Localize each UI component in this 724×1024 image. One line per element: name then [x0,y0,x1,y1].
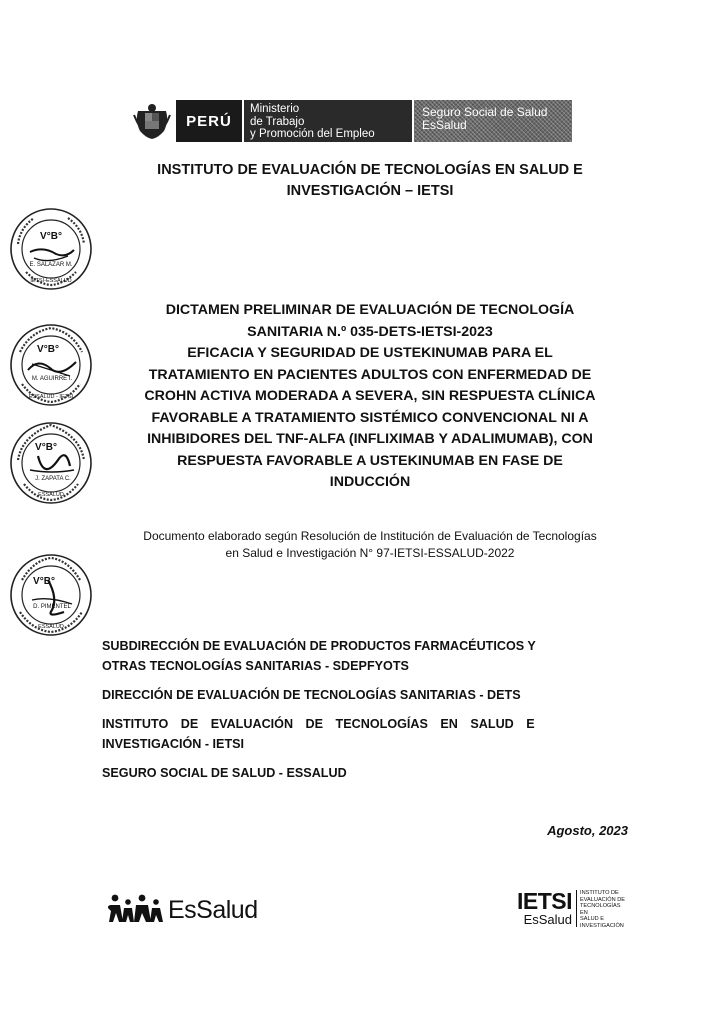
ietsi-desc-line: SALUD E [580,916,604,923]
document-date: Agosto, 2023 [547,823,628,838]
org-line: INVESTIGACIÓN - IETSI [102,737,245,751]
svg-text:V°B°: V°B° [33,576,55,587]
org-direccion [102,685,629,705]
svg-text:V°B°: V°B° [35,442,57,453]
svg-text:ESSALUD - IETSI: ESSALUD - IETSI [28,394,74,400]
ietsi-desc-line: INVESTIGACIÓN [580,922,624,929]
institute-title [100,160,640,202]
dictamen-line: INHIBIDORES DEL TNF-ALFA (INFLIXIMAB Y ADALIMUMAB), CON [147,431,593,447]
ietsi-word: IETSI [517,888,573,914]
svg-text:J. ZAPATA C.: J. ZAPATA C. [35,476,71,482]
peru-label: PERÚ [176,100,242,142]
ministerio-line: Ministerio [250,103,300,115]
seguro-line: EsSalud [422,118,467,132]
org-line: DIRECCIÓN DE EVALUACIÓN DE TECNOLOGÍAS SANITARIAS - DETS [102,688,521,702]
seguro-line: Seguro Social de Salud [422,105,548,119]
org-line: OTRAS TECNOLOGÍAS SANITARIAS - SDEPFYOTS [102,659,409,673]
organizations-list [102,636,629,792]
org-seguro [102,763,629,783]
ministerio-line: de Trabajo [250,115,305,128]
ietsi-desc-line: INSTITUTO DE [580,890,619,896]
ministerio-label [242,100,412,142]
dictamen-line: FAVORABLE A TRATAMIENTO SISTÉMICO CONVENCIONAL NI A [151,409,589,426]
ietsi-description [577,890,626,930]
approval-stamp-icon [8,552,94,638]
header-banner [128,100,572,142]
approval-stamp-icon [8,206,94,292]
svg-text:V°B°: V°B° [37,344,59,355]
dictamen-line: EFICACIA Y SEGURIDAD DE USTEKINUMAB PARA EL [187,345,553,361]
org-line: SEGURO SOCIAL DE SALUD - ESSALUD [102,766,347,780]
ietsi-desc-line: EVALUACIÓN DE [580,896,625,903]
dictamen-line: CROHN ACTIVA MODERADA A SEVERA, SIN RESPUESTA CLÍNICA [144,388,596,404]
note-line: Documento elaborado según Resolución de Institución de Evaluación de Tecnologías [143,529,597,543]
svg-text:M. AGUIRRE I.: M. AGUIRRE I. [31,376,73,382]
note-line: en Salud e Investigación N° 97-IETSI-ESSALUD-2022 [225,546,515,560]
ministerio-line: y Promoción del Empleo [250,128,375,140]
ietsi-wordmark [517,890,577,927]
org-line: INSTITUTO DE EVALUACIÓN DE TECNOLOGÍAS EN SALUD E [102,717,535,731]
svg-text:D. PIMENTEL: D. PIMENTEL [33,604,71,610]
dictamen-line: INDUCCIÓN [329,474,411,490]
essalud-logo [108,893,258,923]
institute-title-line: INVESTIGACIÓN – IETSI [286,183,454,199]
seguro-social-label [412,100,572,142]
essalud-family-icon [108,893,164,923]
org-subdireccion [102,636,629,676]
svg-text:V°B°: V°B° [40,231,62,242]
org-line: SUBDIRECCIÓN DE EVALUACIÓN DE PRODUCTOS FARMACÉUTICOS Y [102,639,536,653]
svg-text:E. SALAZAR M.: E. SALAZAR M. [29,262,73,268]
institute-title-line: INSTITUTO DE EVALUACIÓN DE TECNOLOGÍAS EN SALUD E [157,162,583,178]
approval-stamp-icon [8,322,94,408]
dictamen-line: SANITARIA N.º 035-DETS-IETSI-2023 [247,323,493,340]
essalud-wordmark: EsSalud [168,896,258,924]
svg-text:IETSI-ESSALUD: IETSI-ESSALUD [30,278,72,284]
approval-stamp-icon [8,420,94,506]
peru-coat-of-arms-icon [128,100,176,142]
svg-text:ESSALUD: ESSALUD [38,492,64,498]
ietsi-logo [517,890,626,930]
ietsi-sub: EsSalud [523,912,573,927]
dictamen-line: RESPUESTA FAVORABLE A USTEKINUMAB EN FASE DE [177,452,563,469]
dictamen-line: TRATAMIENTO EN PACIENTES ADULTOS CON ENFERMEDAD DE [148,366,592,383]
svg-text:ESSALUD: ESSALUD [38,624,64,630]
ietsi-desc-line: TECNOLOGÍAS EN [580,903,621,916]
dictamen-line: DICTAMEN PRELIMINAR DE EVALUACIÓN DE TECNOLOGÍA [165,302,575,318]
dictamen-title [110,300,630,494]
resolution-note [100,528,640,562]
org-instituto [102,714,629,754]
